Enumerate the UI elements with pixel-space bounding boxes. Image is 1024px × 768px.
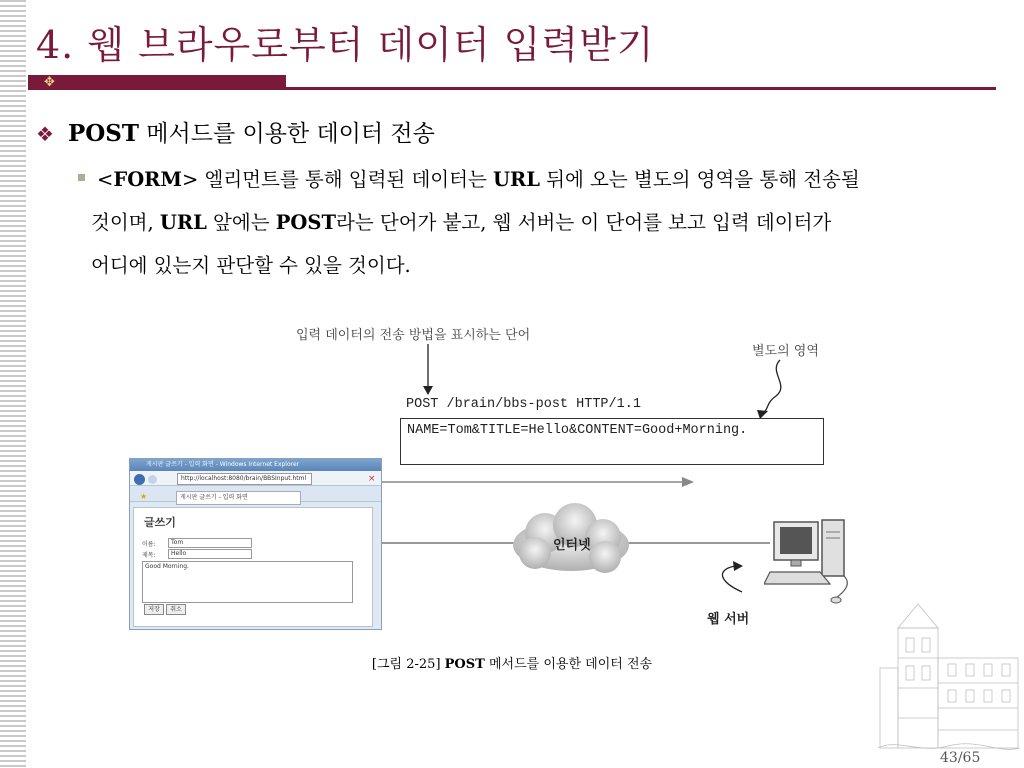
save-button[interactable]: 저장: [144, 604, 164, 615]
browser-titlebar: 게시판 글쓰기 - 입력 화면 - Windows Internet Explorer: [130, 459, 381, 471]
cloud-label: 인터넷: [553, 538, 591, 553]
diamond-bullet-icon: ❖: [36, 122, 54, 146]
building-sketch-decoration: [878, 598, 1020, 760]
bullet1-text: 메서드를 이용한 데이터 전송: [139, 121, 435, 147]
bullet1-strong: POST: [67, 120, 139, 147]
form-heading: 글쓰기: [144, 516, 176, 529]
caption-strong: POST: [444, 657, 485, 672]
forward-icon[interactable]: [148, 475, 157, 484]
close-icon[interactable]: ×: [368, 474, 376, 484]
text-form: FORM: [113, 168, 182, 191]
text-seg: 어디에 있는지 판단할 수 있을 것이다.: [91, 254, 411, 277]
figure-caption: [0, 653, 1024, 672]
caption-prefix: [그림 2-25]: [371, 657, 445, 672]
text-seg: 것이며,: [91, 211, 160, 234]
back-icon[interactable]: [134, 474, 145, 485]
name-label: 이름:: [142, 541, 156, 548]
http-body-box: [400, 418, 824, 465]
browser-tab-bar: [130, 486, 381, 502]
text-seg: 라는 단어가 붙고, 웹 서버는 이 단어를 보고 입력 데이터가: [336, 211, 832, 234]
curve-arrow-server: [722, 566, 742, 592]
curve-arrow-server-head: [733, 561, 743, 571]
server-label: 웹 서버: [707, 612, 750, 627]
text-url: URL: [493, 168, 540, 191]
title-input[interactable]: Hello: [168, 549, 252, 559]
title-label: 제목:: [142, 552, 156, 559]
browser-window: [129, 458, 382, 630]
text-url: URL: [159, 211, 207, 234]
star-icon[interactable]: ★: [140, 492, 148, 501]
browser-content: [133, 507, 373, 627]
name-input[interactable]: Tom: [168, 538, 252, 548]
browser-tab[interactable]: 게시판 글쓰기 - 입력 화면: [176, 491, 301, 505]
ornament-icon: ✥: [44, 75, 55, 90]
label-method: 입력 데이터의 전송 방법을 표시하는 단어: [296, 328, 531, 343]
browser-url-field[interactable]: http://localhost:8080/brain/BBSInput.html: [177, 473, 312, 485]
content-textarea[interactable]: Good Morning.: [142, 561, 353, 603]
cancel-button[interactable]: 취소: [166, 604, 186, 615]
transfer-arrow-head: [682, 477, 694, 487]
page-number: 43/65: [940, 750, 981, 766]
caption-rest: 메서드를 이용한 데이터 전송: [484, 657, 653, 672]
http-request-line: POST /brain/bbs-post HTTP/1.1: [406, 397, 641, 412]
curve-arrow-separate: [762, 360, 781, 414]
text-seg: > 엘리먼트를 통해 입력된 데이터는: [181, 168, 494, 191]
label-separate: 별도의 영역: [752, 344, 819, 359]
arrow-down-head: [423, 386, 433, 395]
browser-address-bar: [130, 471, 381, 486]
text-post: POST: [275, 211, 337, 234]
slide-title: 4. 웹 브라우로부터 데이터 입력받기: [36, 23, 655, 67]
text-lt: <: [97, 168, 114, 191]
text-seg: 뒤에 오는 별도의 영역을 통해 전송될: [539, 168, 860, 191]
text-seg: 앞에는: [206, 211, 276, 234]
http-body-line: NAME=Tom&TITLE=Hello&CONTENT=Good+Morning.: [407, 423, 748, 438]
web-server-computer-icon: [764, 512, 864, 606]
